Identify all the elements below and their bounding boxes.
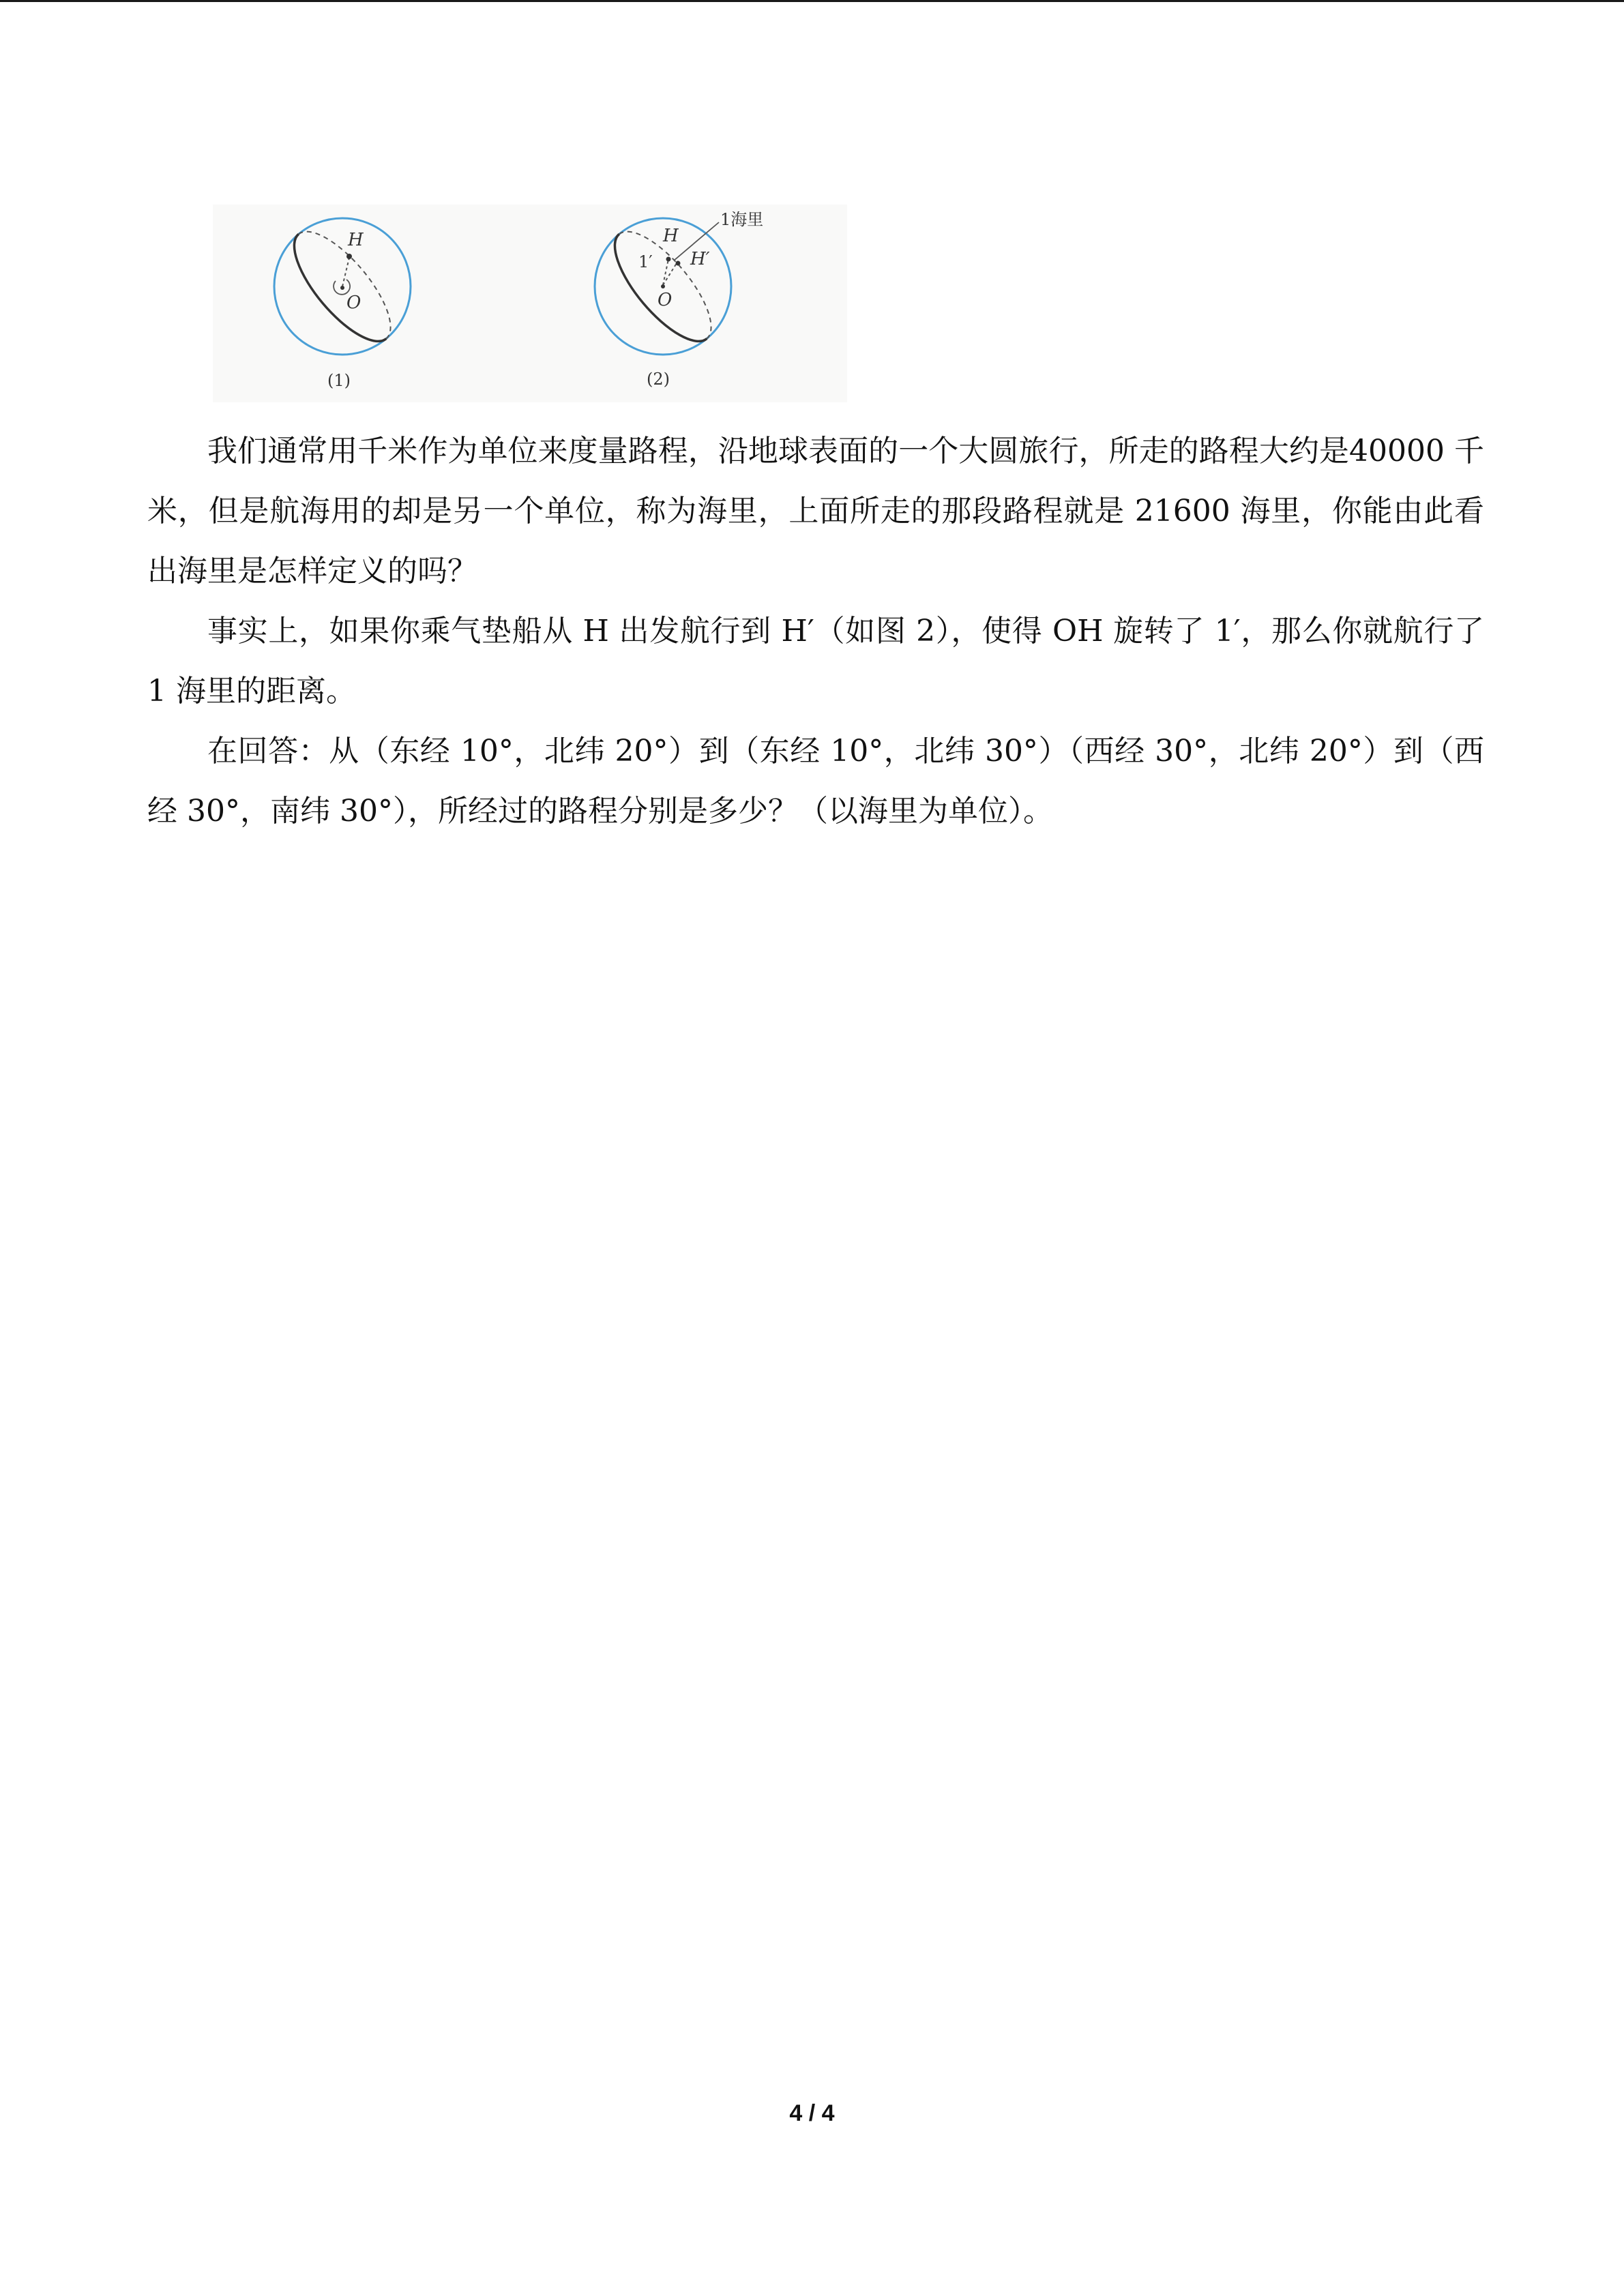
fig2-caption: (2) bbox=[647, 370, 670, 389]
fig1-point-h-dot bbox=[346, 254, 352, 259]
figure-2 bbox=[595, 210, 763, 389]
fig1-label-h: H bbox=[348, 230, 364, 250]
paragraph-question: 在回答：从（东经 10°，北纬 20°）到（东经 10°，北纬 30°）（西经 30°，北纬 20°）到（西经 30°，南纬 30°），所经过的路程分别是多少？（以海里为单位）。 bbox=[147, 734, 1484, 829]
figure-row bbox=[213, 205, 847, 402]
figure-1 bbox=[274, 218, 411, 390]
sphere-figures bbox=[213, 205, 847, 402]
fig2-radius-oh bbox=[663, 259, 668, 285]
paragraph-nautical-mile-intro: 我们通常用千米作为单位来度量路程，沿地球表面的一个大圆旅行，所走的路程大约是40000 千米，但是航海用的却是另一个单位，称为海里，上面所走的那段路程就是 21600 海里，你能由此看出海里是怎样定义的吗？ bbox=[147, 434, 1484, 588]
fig1-label-o: O bbox=[346, 293, 361, 313]
top-border-line bbox=[0, 0, 1624, 2]
body-text bbox=[147, 421, 1484, 841]
paragraph-nautical-mile-definition: 事实上，如果你乘气垫船从 H 出发航行到 H′（如图 2），使得 OH 旋转了 1′，那么你就航行了 1 海里的距离。 bbox=[147, 614, 1484, 709]
fig1-center-dot bbox=[340, 286, 344, 290]
fig2-label-h: H bbox=[663, 226, 679, 246]
fig2-label-o: O bbox=[658, 290, 673, 310]
fig2-center-dot bbox=[661, 284, 665, 288]
fig2-label-angle: 1′ bbox=[638, 252, 653, 271]
fig2-label-h-prime: H′ bbox=[690, 249, 710, 269]
fig2-callout-label: 1海里 bbox=[720, 210, 764, 229]
fig1-great-circle-front bbox=[279, 234, 387, 355]
page-number: 4 / 4 bbox=[789, 2100, 835, 2126]
fig1-caption: (1) bbox=[327, 371, 351, 390]
fig2-point-h-prime-dot bbox=[676, 261, 681, 266]
fig2-point-h-dot bbox=[666, 257, 671, 262]
